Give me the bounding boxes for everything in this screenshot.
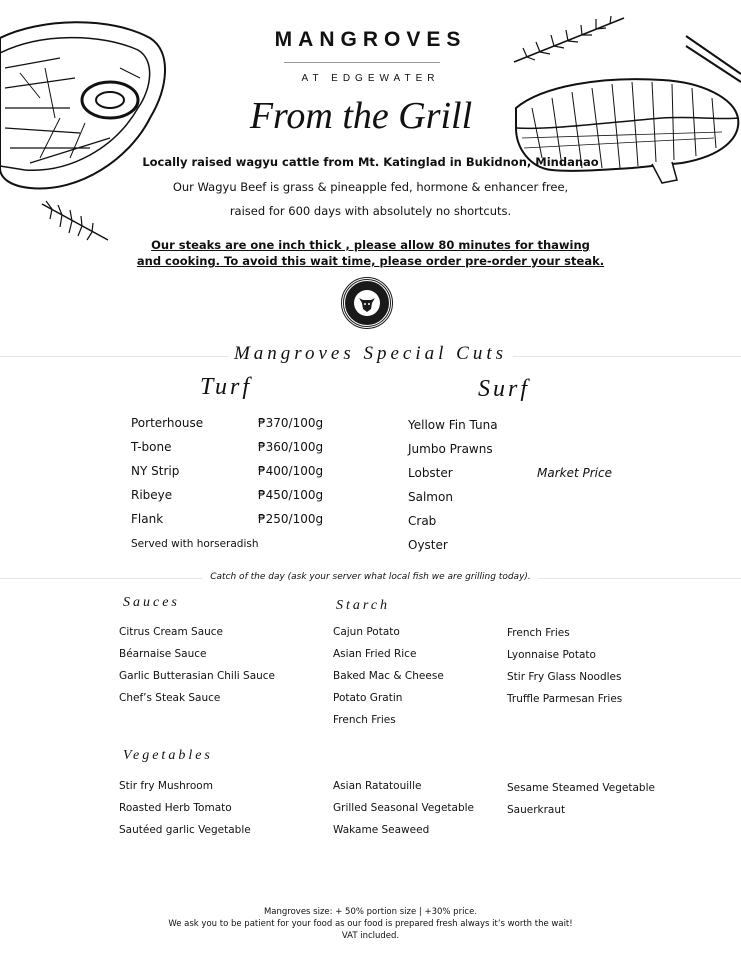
surf-item: Salmon	[408, 490, 453, 504]
surf-item: Crab	[408, 514, 437, 528]
surf-item: Yellow Fin Tuna	[408, 418, 498, 432]
footer-line-3: VAT included.	[341, 931, 400, 941]
intro-line-3: raised for 600 days with absolutely no shortcuts.	[229, 204, 512, 218]
turf-item-name: Flank	[131, 512, 164, 526]
vegetable-item: Stir fry Mushroom	[119, 780, 213, 792]
surf-item: Lobster	[408, 466, 453, 480]
surf-item: Oyster	[408, 538, 448, 552]
turf-item-name: Porterhouse	[131, 416, 204, 430]
vegetable-item: Sautéed garlic Vegetable	[119, 824, 251, 836]
vegetable-item: Wakame Seaweed	[333, 824, 430, 836]
vegetable-item: Grilled Seasonal Vegetable	[333, 802, 475, 814]
starch-item: Cajun Potato	[333, 626, 400, 638]
turf-item-price: ₱450/100g	[258, 488, 324, 502]
starch-item: Baked Mac & Cheese	[333, 670, 444, 682]
brand-divider	[284, 62, 440, 63]
intro-line-1: Locally raised wagyu cattle from Mt. Katinglad in Bukidnon, Mindanao	[142, 155, 599, 169]
cow-head-seal-icon	[342, 278, 392, 328]
brand-name: MANGROVES	[274, 28, 467, 51]
sauces-heading: Sauces	[123, 595, 180, 610]
footer-line-1: Mangroves size: + 50% portion size | +30% price.	[263, 907, 478, 917]
page-title: From the Grill	[249, 95, 473, 137]
starch-item: French Fries	[507, 627, 570, 639]
turf-item-price: ₱250/100g	[258, 512, 324, 526]
sauce-item: Chef’s Steak Sauce	[119, 692, 221, 704]
turf-item-name: NY Strip	[131, 464, 180, 478]
turf-item-price: ₱400/100g	[258, 464, 324, 478]
turf-item-name: T-bone	[131, 440, 172, 454]
surf-heading: Surf	[478, 376, 531, 402]
surf-item: Jumbo Prawns	[408, 442, 493, 456]
notice-line-1: Our steaks are one inch thick , please allow 80 minutes for thawing	[151, 238, 590, 252]
starch-item: Potato Gratin	[333, 692, 403, 704]
notice-line-2: and cooking. To avoid this wait time, please order pre-order your steak.	[136, 254, 605, 268]
catch-of-the-day-note: Catch of the day (ask your server what local fish we are grilling today).	[0, 572, 741, 582]
starch-item: Truffle Parmesan Fries	[507, 693, 623, 705]
starch-item: Lyonnaise Potato	[507, 649, 596, 661]
starch-item: Stir Fry Glass Noodles	[507, 671, 622, 683]
turf-item-name: Ribeye	[131, 488, 173, 502]
vegetable-item: Asian Ratatouille	[333, 780, 422, 792]
footer-line-2: We ask you to be patient for your food as our food is prepared fresh always it’s worth the wait!	[168, 919, 573, 929]
special-cuts-title: Mangroves Special Cuts	[0, 343, 741, 365]
starch-item: French Fries	[333, 714, 396, 726]
turf-item-price: ₱360/100g	[258, 440, 324, 454]
sauce-item: Citrus Cream Sauce	[119, 626, 224, 638]
vegetable-item: Sauerkraut	[507, 804, 566, 816]
turf-heading: Turf	[200, 374, 253, 400]
intro-line-2: Our Wagyu Beef is grass & pineapple fed, hormone & enhancer free,	[172, 180, 569, 194]
sauce-item: Béarnaise Sauce	[119, 648, 207, 660]
starch-item: Asian Fried Rice	[333, 648, 417, 660]
sub-brand: AT EDGEWATER	[301, 73, 440, 84]
market-price-note: Market Price	[537, 466, 612, 480]
sauce-item: Garlic Butterasian Chili Sauce	[119, 670, 276, 682]
vegetables-heading: Vegetables	[123, 748, 213, 763]
turf-note: Served with horseradish	[131, 538, 259, 550]
vegetable-item: Sesame Steamed Vegetable	[507, 782, 655, 794]
turf-item-price: ₱370/100g	[258, 416, 324, 430]
starch-heading: Starch	[336, 598, 391, 613]
vegetable-item: Roasted Herb Tomato	[119, 802, 232, 814]
